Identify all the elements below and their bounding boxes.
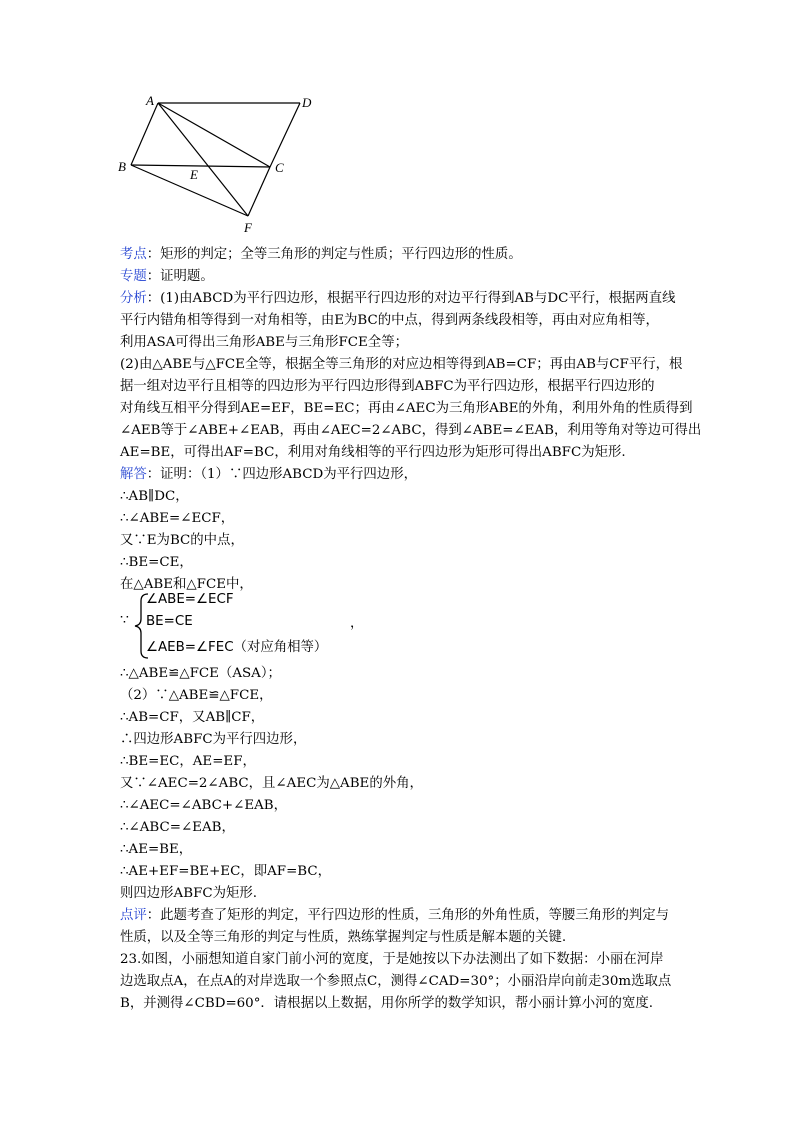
zhuanti-line bbox=[120, 267, 214, 287]
dianping-line-0 bbox=[120, 906, 669, 926]
fenxi-line-5: 对角线互相平分得到AE=EF，BE=EC；再由∠AEC为三角形ABE的外角，利用外角的性质得到 bbox=[120, 401, 693, 416]
solution-after-10: 则四边形ABFC为矩形. bbox=[120, 886, 258, 901]
segment-DC bbox=[270, 103, 300, 167]
solution-line-1: ∴∠ABE=∠ECF， bbox=[120, 511, 235, 526]
segment-AB bbox=[131, 103, 158, 165]
fenxi-line-0 bbox=[120, 289, 675, 309]
fenxi-text-0: ：(1)由ABCD为平行四边形，根据平行四边形的对边平行得到AB与DC平行，根据两直线 bbox=[146, 291, 676, 306]
fenxi-label: 分析 bbox=[120, 291, 147, 306]
label-D: D bbox=[302, 95, 312, 110]
solution-after-7: ∴∠ABC=∠EAB， bbox=[120, 820, 235, 835]
dianping-line-1: 性质，以及全等三角形的判定与性质，熟练掌握判定与性质是解本题的关键. bbox=[120, 930, 567, 945]
fenxi-line-7: AE=BE，可得出AF=BC，利用对角线相等的平行四边形为矩形可得出ABFC为矩形. bbox=[120, 445, 626, 460]
segment-AF bbox=[158, 103, 248, 216]
solution-line-2: 又∵E为BC的中点， bbox=[120, 533, 244, 548]
fenxi-line-2: 利用ASA可得出三角形ABE与三角形FCE全等； bbox=[120, 335, 408, 350]
segment-AC bbox=[158, 103, 270, 167]
label-F: F bbox=[244, 220, 252, 235]
kaodian-label: 考点 bbox=[120, 247, 147, 262]
label-B: B bbox=[118, 159, 126, 174]
solution-after-8: ∴AE=BE， bbox=[120, 842, 193, 857]
solution-after-2: ∴AB=CF，又AB∥CF， bbox=[120, 710, 265, 725]
zhuanti-text: ：证明题。 bbox=[146, 269, 214, 284]
solution-line-0: ∴AB∥DC， bbox=[120, 489, 189, 504]
system-comma: ， bbox=[350, 616, 364, 631]
fenxi-line-4: 据一组对边平行且相等的四边形为平行四边形得到ABFC为平行四边形，根据平行四边形的 bbox=[120, 379, 655, 394]
segment-BC bbox=[131, 165, 270, 167]
problem23-line-2: B，并测得∠CBD=60°．请根据以上数据，用你所学的数学知识，帮小丽计算小河的宽度. bbox=[120, 996, 653, 1011]
solution-line-4: 在△ABE和△FCE中， bbox=[120, 577, 253, 592]
kaodian-line bbox=[120, 245, 522, 265]
equation-system bbox=[120, 592, 420, 664]
solution-after-0: ∴△ABE≌△FCE（ASA）； bbox=[120, 666, 281, 681]
system-row-1: BE=CE bbox=[146, 614, 193, 629]
fenxi-line-3: (2)由△ABE与△FCE全等，根据全等三角形的对应边相等得到AB=CF；再由AB与CF平行，根 bbox=[120, 357, 683, 372]
jieda-label: 解答 bbox=[120, 467, 147, 482]
solution-line-3: ∴BE=CE， bbox=[120, 555, 193, 570]
parallelogram-figure bbox=[112, 92, 322, 238]
solution-after-6: ∴∠AEC=∠ABC+∠EAB， bbox=[120, 798, 287, 813]
label-A: A bbox=[146, 93, 154, 108]
label-E: E bbox=[190, 167, 198, 182]
fenxi-line-1: 平行内错角相等得到一对角相等，由E为BC的中点，得到两条线段相等，再由对应角相等， bbox=[120, 313, 659, 328]
solution-after-5: 又∵∠AEC=2∠ABC，且∠AEC为△ABE的外角， bbox=[120, 776, 423, 791]
label-C: C bbox=[275, 160, 284, 175]
segment-CF bbox=[248, 167, 270, 216]
solution-after-3: ∴四边形ABFC为平行四边形， bbox=[120, 732, 307, 747]
zhuanti-label: 专题 bbox=[120, 269, 147, 284]
kaodian-text: ：矩形的判定；全等三角形的判定与性质；平行四边形的性质。 bbox=[146, 247, 522, 262]
jieda-first: ：证明：（1）∵四边形ABCD为平行四边形， bbox=[146, 467, 417, 482]
problem23-line-1: 边选取点A，在点A的对岸选取一个参照点C，测得∠CAD=30°；小丽沿岸向前走30m选取点 bbox=[120, 974, 672, 989]
system-row-2: ∠AEB=∠FEC（对应角相等） bbox=[146, 640, 328, 655]
jieda-line bbox=[120, 465, 417, 485]
figure-svg bbox=[112, 92, 322, 238]
solution-after-4: ∴BE=EC，AE=EF， bbox=[120, 754, 256, 769]
problem23-line-0: 23.如图，小丽想知道自家门前小河的宽度，于是她按以下办法测出了如下数据：小丽在河岸 bbox=[120, 952, 664, 967]
fenxi-line-6: ∠AEB等于∠ABE+∠EAB，再由∠AEC=2∠ABC，得到∠ABE=∠EAB，利用等角对等边可得出 bbox=[120, 423, 702, 438]
solution-after-9: ∴AE+EF=BE+EC，即AF=BC， bbox=[120, 864, 332, 879]
solution-after-1: （2）∵△ABE≌△FCE， bbox=[120, 688, 273, 703]
dianping-text-0: ：此题考查了矩形的判定，平行四边形的性质，三角形的外角性质，等腰三角形的判定与 bbox=[146, 908, 670, 923]
because-symbol: ∵ bbox=[120, 612, 129, 628]
system-row-0: ∠ABE=∠ECF bbox=[146, 592, 234, 607]
dianping-label: 点评 bbox=[120, 908, 147, 923]
